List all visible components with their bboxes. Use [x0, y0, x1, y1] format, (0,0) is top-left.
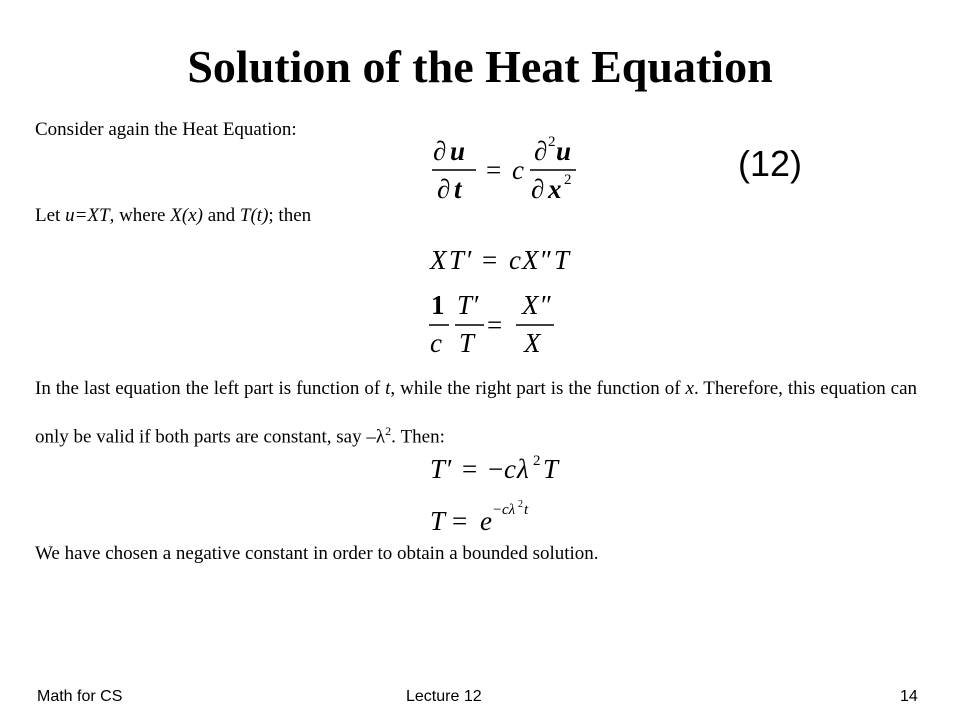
equation-number: (12) [738, 143, 803, 184]
svg-text:c: c [504, 454, 516, 484]
svg-text:∂: ∂ [531, 174, 545, 204]
svg-text:∂: ∂ [433, 136, 447, 166]
separated-equation [428, 284, 558, 360]
footer-course: Math for CS [37, 688, 123, 705]
svg-text:cλ: cλ [502, 502, 516, 518]
svg-text:T: T [543, 454, 559, 484]
svg-text:T: T [430, 454, 446, 484]
svg-text:2: 2 [564, 172, 572, 188]
svg-text:=: = [462, 454, 478, 484]
svg-text:T: T [430, 506, 446, 536]
svg-text:″: ″ [541, 245, 553, 275]
product-equation [430, 240, 590, 280]
svg-text:∂: ∂ [437, 174, 451, 204]
svg-text:∂: ∂ [534, 136, 548, 166]
svg-text:1: 1 [431, 290, 445, 320]
svg-text:T: T [554, 245, 570, 275]
separation-text: Let u=XT, where X(x) and T(t); then [35, 205, 312, 226]
footer-page-number: 14 [900, 688, 918, 705]
slide-title: Solution of the Heat Equation [187, 41, 773, 92]
svg-text:X: X [522, 290, 539, 320]
svg-text:T: T [457, 290, 473, 320]
closing-text: We have chosen a negative constant in order to obtain a bounded solution. [35, 543, 599, 564]
svg-text:T: T [459, 328, 475, 358]
svg-text:′: ′ [447, 454, 453, 484]
svg-text:u: u [450, 136, 466, 166]
svg-text:X: X [522, 245, 539, 275]
svg-text:c: c [430, 328, 442, 358]
svg-text:c: c [509, 245, 521, 275]
svg-text:2: 2 [518, 499, 523, 510]
footer-lecture: Lecture 12 [406, 688, 482, 705]
svg-text:=: = [487, 310, 503, 340]
svg-text:′: ′ [474, 290, 480, 320]
svg-text:=: = [482, 245, 498, 275]
svg-text:λ: λ [517, 454, 529, 484]
svg-text:X: X [524, 328, 541, 358]
svg-text:″: ″ [541, 290, 553, 320]
time-ode-equation [430, 450, 570, 490]
svg-text:e: e [480, 506, 492, 536]
svg-text:c: c [512, 155, 524, 185]
svg-text:X: X [430, 245, 447, 275]
time-solution-equation [430, 497, 550, 537]
svg-text:=: = [486, 155, 502, 185]
svg-text:−: − [493, 502, 502, 518]
heat-equation [430, 128, 580, 208]
svg-text:2: 2 [548, 134, 556, 150]
svg-text:=: = [452, 506, 468, 536]
svg-text:t: t [524, 502, 529, 518]
svg-text:u: u [556, 136, 572, 166]
svg-text:−: − [488, 454, 504, 484]
intro-text: Consider again the Heat Equation: [35, 119, 297, 140]
svg-text:2: 2 [533, 453, 541, 469]
svg-text:′: ′ [467, 245, 473, 275]
svg-text:T: T [449, 245, 465, 275]
explanation-paragraph: In the last equation the left part is function of t, while the right part is the function of x. Therefore, this equation can only be valid if both parts are constant, say $-\lambda^2$. Then: [35, 378, 917, 448]
svg-text:t: t [454, 174, 462, 204]
svg-text:x: x [548, 174, 562, 204]
